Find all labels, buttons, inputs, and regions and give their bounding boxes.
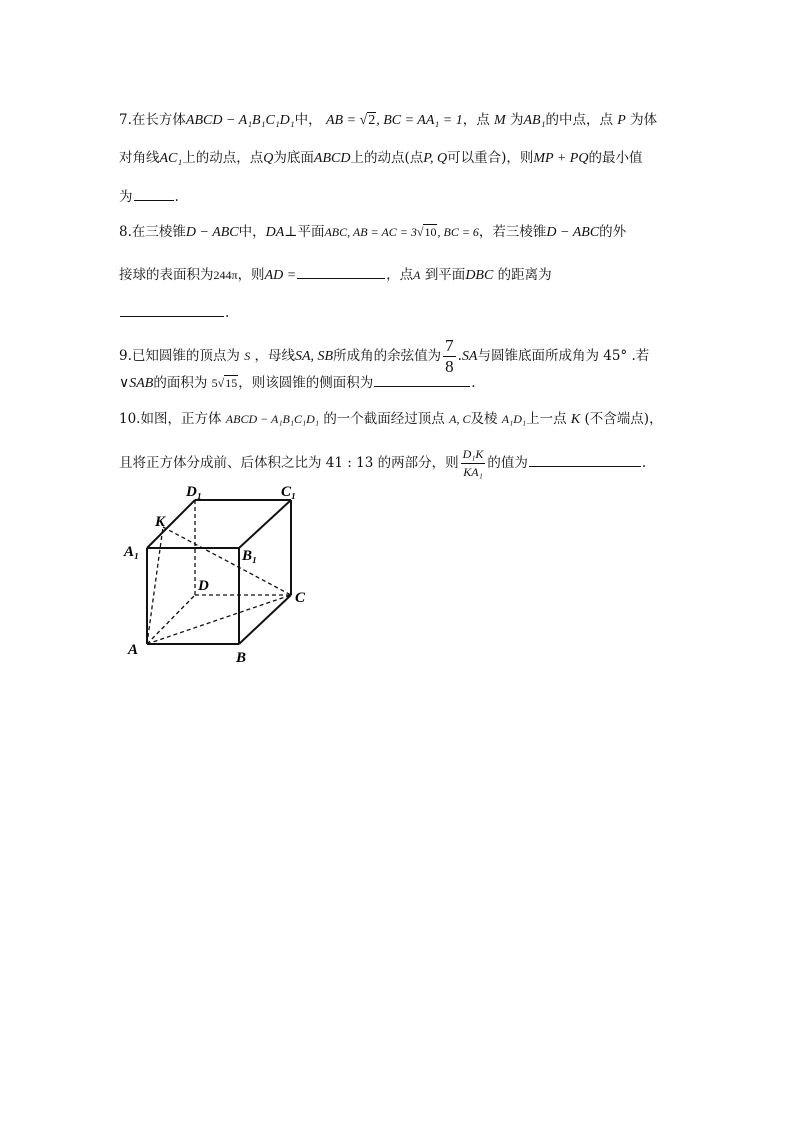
q7-condition-2: , BC = AA₁ = 1 (376, 113, 463, 128)
q7-points: P, Q (423, 151, 448, 166)
q9-generatrix-sa: SA (461, 349, 478, 364)
q7-text: 为体 (630, 112, 658, 128)
q9-fraction-denominator: 8 (445, 357, 454, 376)
q7-text: 为底面 (273, 150, 314, 166)
q9-generatrices: SA, SB (294, 349, 334, 364)
q8-answer-blank-2[interactable] (120, 302, 224, 317)
diagonal-ac (147, 595, 291, 644)
segment-kc (163, 527, 291, 595)
q7-text: . (174, 189, 179, 205)
q10-text: 上一点 (526, 411, 567, 427)
q8-plane: DBC (465, 268, 494, 283)
q9-text: 与圆锥底面所成角为 45° .若 (477, 348, 650, 364)
label-d1: D₁ (186, 484, 203, 500)
q9-line2 (119, 372, 476, 394)
label-a1: A₁ (124, 544, 140, 560)
q7-text: 可以重合)，则 (447, 150, 534, 166)
q7-point-m: M (494, 113, 506, 128)
q9-text: 所成角的余弦值为 (333, 348, 442, 364)
q8-text: 接球的表面积为 (119, 267, 214, 283)
q9-answer-blank[interactable] (374, 372, 470, 387)
q10-text: 的一个截面经过顶点 (323, 411, 445, 427)
q7-text: 为 (510, 112, 524, 128)
q7-point-q: Q (263, 151, 274, 166)
q8-sqrt-radicand: 10 (424, 225, 437, 239)
q10-fraction (461, 446, 486, 481)
q10-line2 (119, 446, 646, 481)
q9-sqrt-radicand: 15 (225, 376, 238, 390)
q8-pyramid-2: D − ABC (546, 225, 600, 240)
q7-line3 (119, 186, 179, 207)
label-b: B (236, 650, 247, 666)
q7-text: 上的动点(点 (350, 150, 424, 166)
q7-line1 (119, 110, 657, 131)
q7-expression: MP + PQ (533, 151, 589, 166)
q7-solid-name: ABCD − A₁B₁C₁D₁ (185, 113, 295, 128)
q8-point-a: A (413, 268, 421, 282)
label-k: K (155, 514, 166, 530)
q9-triangle: ∨SAB (119, 376, 154, 391)
q10-text: 10.如图，正方体 (119, 411, 222, 427)
q8-area: 244π (213, 268, 238, 282)
q8-text: 平面 (297, 224, 325, 240)
q8-condition-2: , BC = 6 (437, 225, 479, 239)
edge-ad (147, 595, 195, 644)
q9-text: 的面积为 (153, 375, 208, 391)
q7-answer-blank[interactable] (134, 186, 174, 201)
edge-b1c1 (239, 500, 291, 548)
q10-fraction-numerator: D₁K (461, 446, 486, 464)
q8-text: 的外 (599, 224, 627, 240)
q7-text: 的最小值 (588, 150, 643, 166)
q8-pyramid: D − ABC (185, 225, 239, 240)
q8-text: ，若三棱锥 (478, 224, 547, 240)
q9-fraction (443, 336, 456, 377)
q7-point-p: P (617, 113, 626, 128)
q9-text: . (457, 348, 462, 364)
q7-diagonal: AC₁ (159, 151, 183, 166)
q10-point-k: K (570, 412, 581, 427)
q7-text: 为 (119, 189, 133, 205)
q10-fraction-denominator: KA₁ (463, 465, 483, 479)
q9-sqrt-sign: √ (217, 376, 225, 390)
q8-text: 的距离为 (497, 267, 552, 283)
q7-text: 中， (294, 112, 322, 128)
q9-text: ，则该圆锥的侧面积为 (238, 375, 374, 391)
q8-ad: AD = (264, 268, 297, 283)
q10-vertices: A, C (449, 412, 471, 426)
q9-point-s: S (244, 349, 251, 363)
q8-text: ，则 (237, 267, 265, 283)
q8-text: . (225, 305, 230, 321)
q8-answer-blank-1[interactable] (297, 264, 385, 279)
q10-text: 且将正方体分成前、后体积之比为 41 : 13 的两部分，则 (119, 455, 459, 471)
label-c1: C₁ (281, 484, 297, 500)
q7-line2 (119, 148, 642, 169)
q10-text: 的值为 (487, 455, 528, 471)
label-d: D (198, 578, 209, 594)
q7-segment: AB₁ (523, 113, 546, 128)
q10-text: 及棱 (470, 411, 498, 427)
q8-line1 (119, 222, 626, 243)
label-a: A (128, 642, 139, 658)
q9-text: ，母线 (254, 348, 295, 364)
q7-base: ABCD (313, 151, 351, 166)
q10-cube-name: ABCD − A₁B₁C₁D₁ (225, 412, 320, 426)
q8-text: 到平面 (424, 267, 466, 283)
q9-text: . (471, 375, 476, 391)
q7-text: ，点 (462, 112, 490, 128)
q8-sqrt-sign: √ (416, 225, 424, 239)
label-c: C (295, 590, 306, 606)
q8-text: 8.在三棱锥 (119, 224, 186, 240)
cube-diagram (118, 478, 328, 668)
q8-line3 (119, 302, 229, 323)
q9-area-coef: 5 (211, 376, 218, 390)
q7-sqrt-radicand: 2 (368, 113, 376, 128)
q9-fraction-numerator: 7 (445, 336, 454, 355)
q9-text: 9.已知圆锥的顶点为 (119, 348, 240, 364)
q7-text: 7.在长方体 (119, 112, 186, 128)
q7-sqrt-sign: √ (359, 113, 368, 128)
q7-condition: AB = (325, 113, 360, 128)
q10-text: (不含端点)， (584, 411, 663, 427)
q8-condition: ABC, AB = AC = 3 (324, 225, 417, 239)
q10-edge: A₁D₁ (501, 412, 527, 426)
q7-text: 的中点，点 (545, 112, 613, 128)
q8-perpendicular: DA⊥ (265, 225, 298, 240)
q7-text: 对角线 (119, 150, 160, 166)
q8-text: 中， (238, 224, 266, 240)
q8-line2 (119, 264, 552, 286)
q10-text: . (641, 455, 647, 471)
cube-figure (118, 478, 328, 668)
label-b1: B₁ (242, 548, 258, 564)
q10-line1 (119, 409, 663, 430)
q9-line1 (119, 336, 649, 377)
q8-text: ，点 (386, 267, 414, 283)
q10-answer-blank[interactable] (529, 452, 641, 467)
edge-bc (239, 595, 291, 644)
q7-text: 上的动点，点 (182, 150, 264, 166)
